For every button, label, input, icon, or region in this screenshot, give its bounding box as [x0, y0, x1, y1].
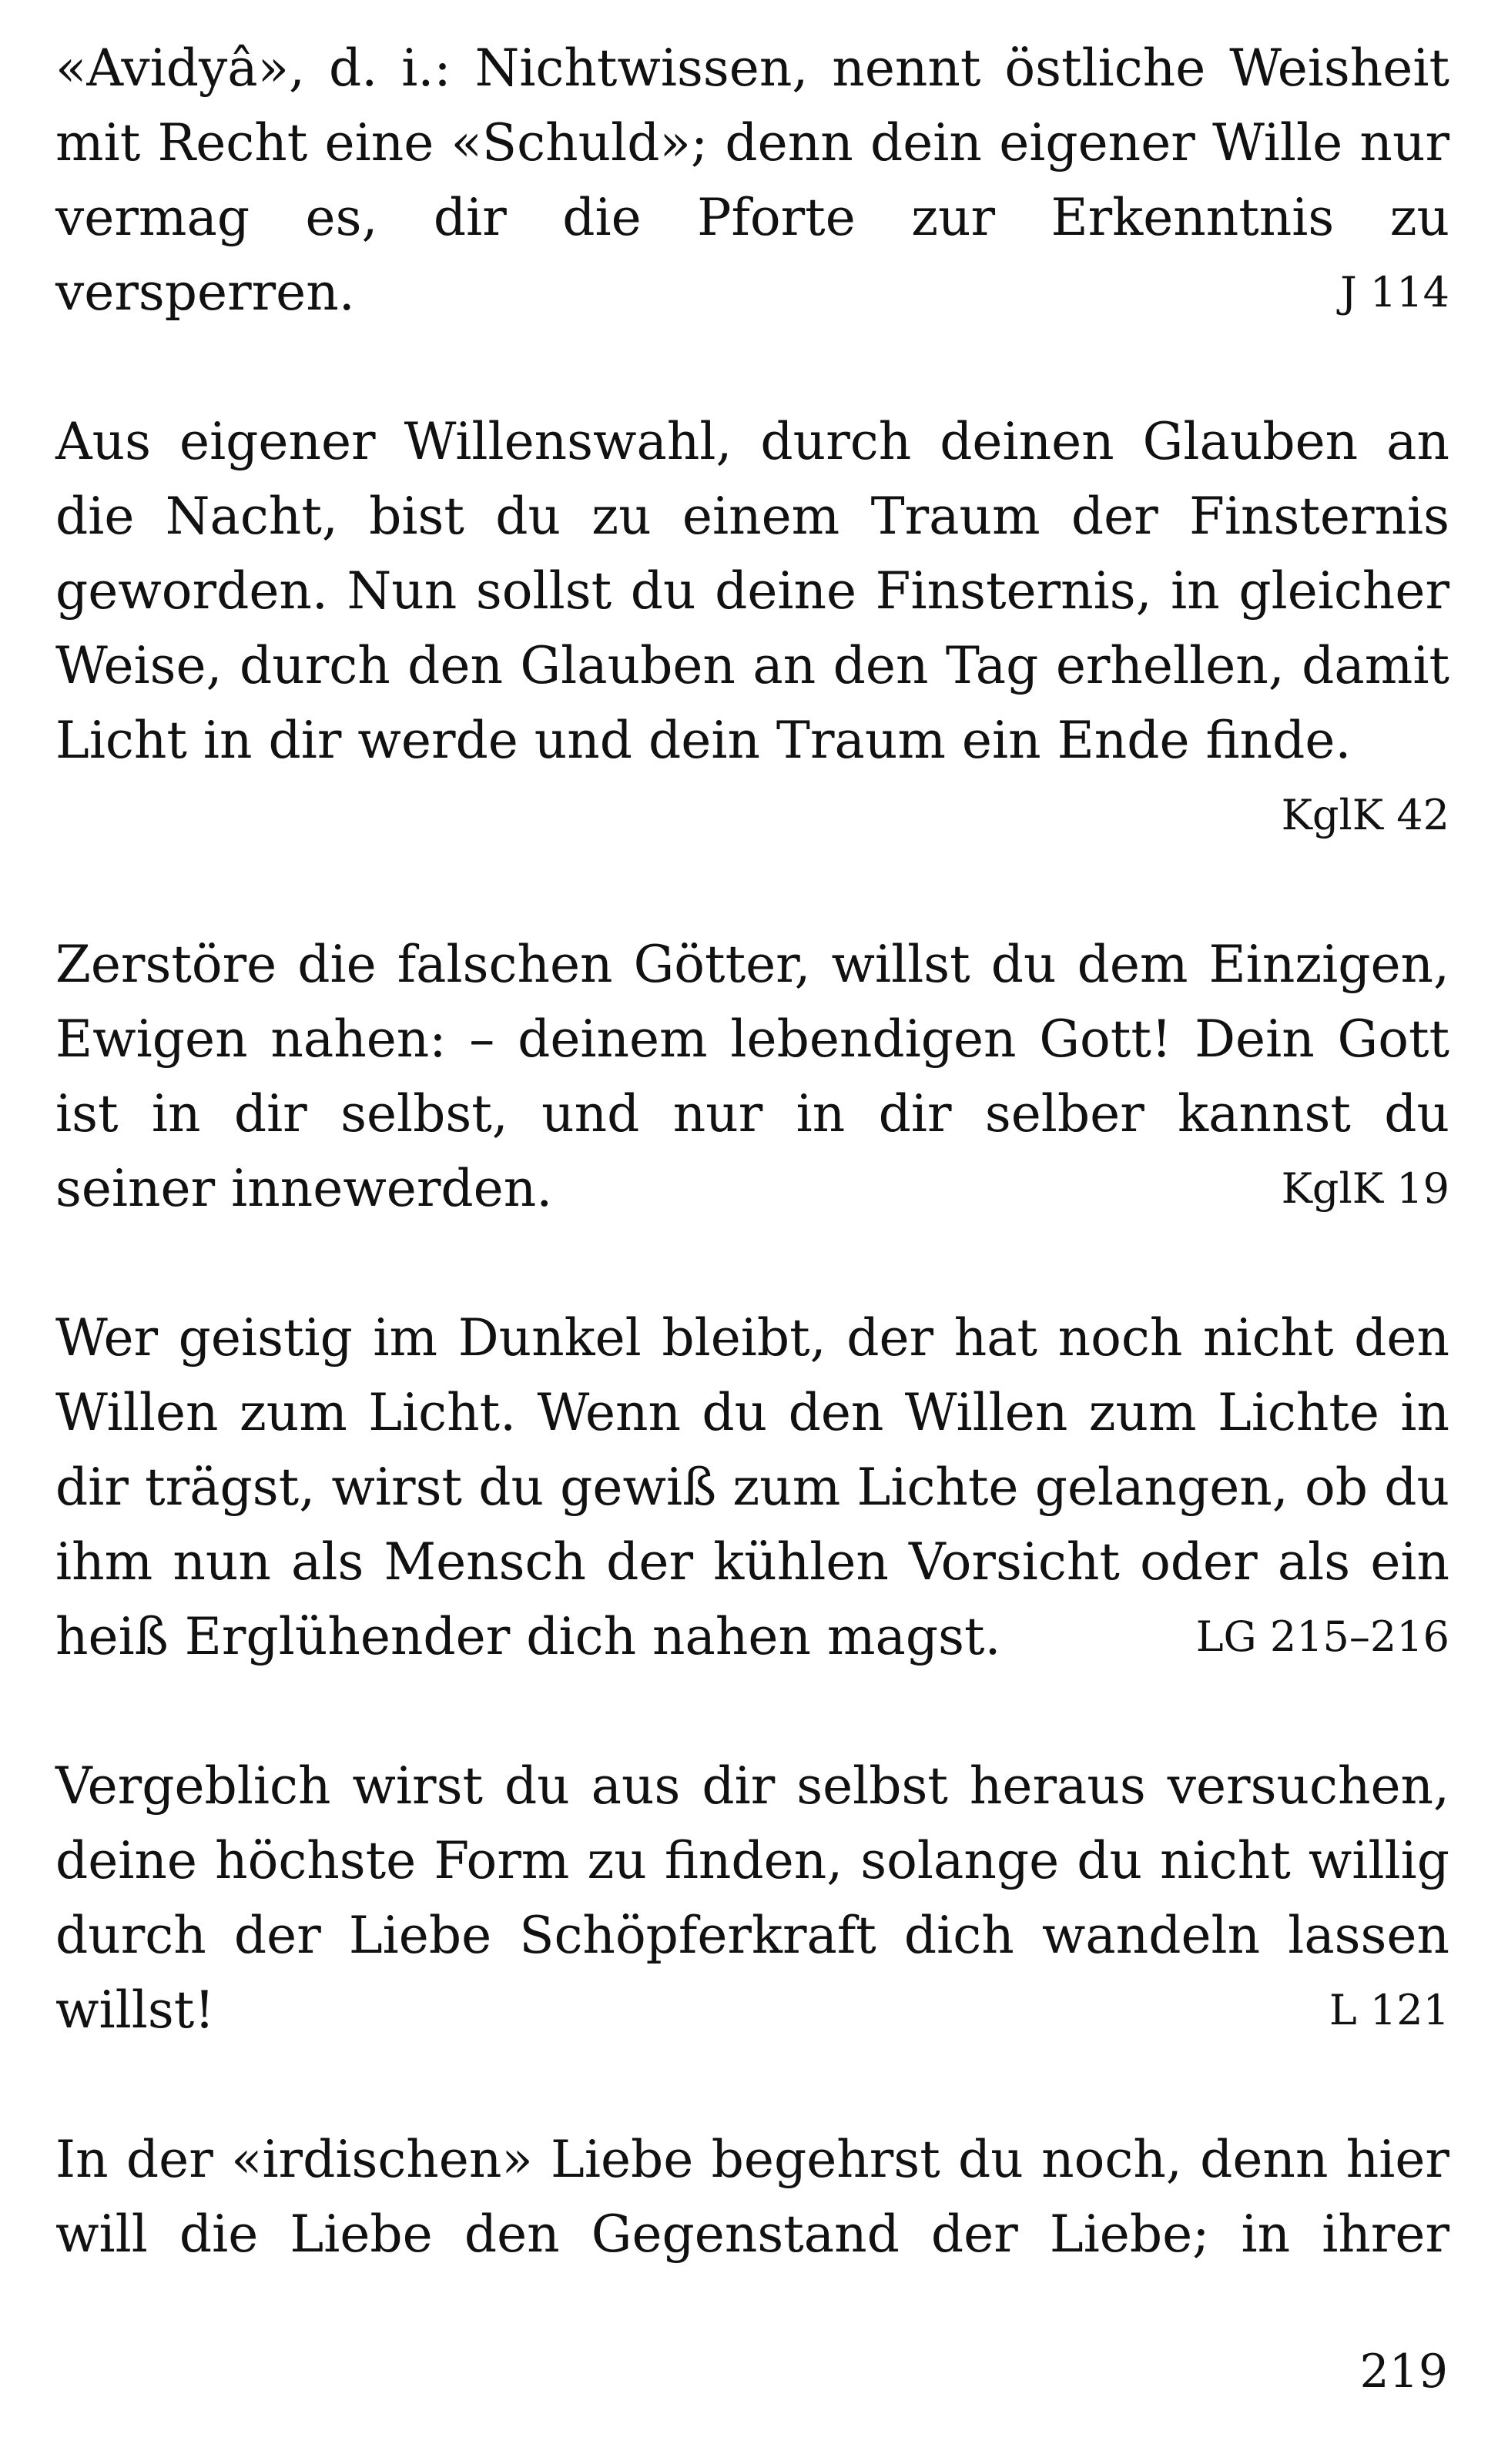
page-number: 219	[1359, 2345, 1448, 2399]
aphorism-entry	[55, 927, 1449, 1226]
aphorism-entry	[55, 31, 1449, 330]
entry-text: Aus eigener Willenswahl, durch deinen Glauben an die Nacht, bist du zu einem Traum der Finsternis geworden. Nun sollst du deine Finsternis, in gleicher Weise, durch den Glauben an den Tag erhellen, damit Licht in dir werde und dein Traum ein Ende finde.	[55, 412, 1449, 770]
aphorism-entry	[55, 2122, 1449, 2272]
aphorism-entry	[55, 1749, 1449, 2047]
entry-reference: J 114	[1340, 268, 1449, 316]
entry-reference: KglK 19	[1281, 1164, 1449, 1213]
aphorism-entry	[55, 1301, 1449, 1674]
book-page	[55, 31, 1449, 2272]
entry-text: «Avidyâ», d. i.: Nichtwissen, nennt östliche Weisheit mit Recht eine «Schuld»; denn dein eigener Wille nur vermag es, dir die Pforte zur Erkenntnis zu versperren.	[55, 38, 1449, 322]
entry-text: Zerstöre die falschen Götter, willst du dem Einzigen, Ewigen nahen: – deinem lebendigen Gott! Dein Gott ist in dir selbst, und nur in dir selber kannst du seiner innewerden.	[55, 935, 1449, 1218]
entry-reference: KglK 42	[1281, 791, 1449, 839]
entry-text: In der «irdischen» Liebe begehrst du noch, denn hier will die Liebe den Gegenstand der Liebe; in ihrer	[55, 2130, 1449, 2264]
entry-reference: LG 215–216	[1195, 1612, 1449, 1661]
aphorism-entry	[55, 404, 1449, 852]
entry-reference: L 121	[1329, 1986, 1449, 2034]
entry-text: Wer geistig im Dunkel bleibt, der hat noch nicht den Willen zum Licht. Wenn du den Willen zum Lichte in dir trägst, wirst du gewiß zum Lichte gelangen, ob du ihm nun als Mensch der kühlen Vorsicht oder als ein heiß Erglühender dich nahen magst.	[55, 1308, 1449, 1666]
entry-text: Vergeblich wirst du aus dir selbst heraus versuchen, deine höchste Form zu finden, solange du nicht willig durch der Liebe Schöpferkraft dich wandeln lassen willst!	[55, 1756, 1449, 2040]
